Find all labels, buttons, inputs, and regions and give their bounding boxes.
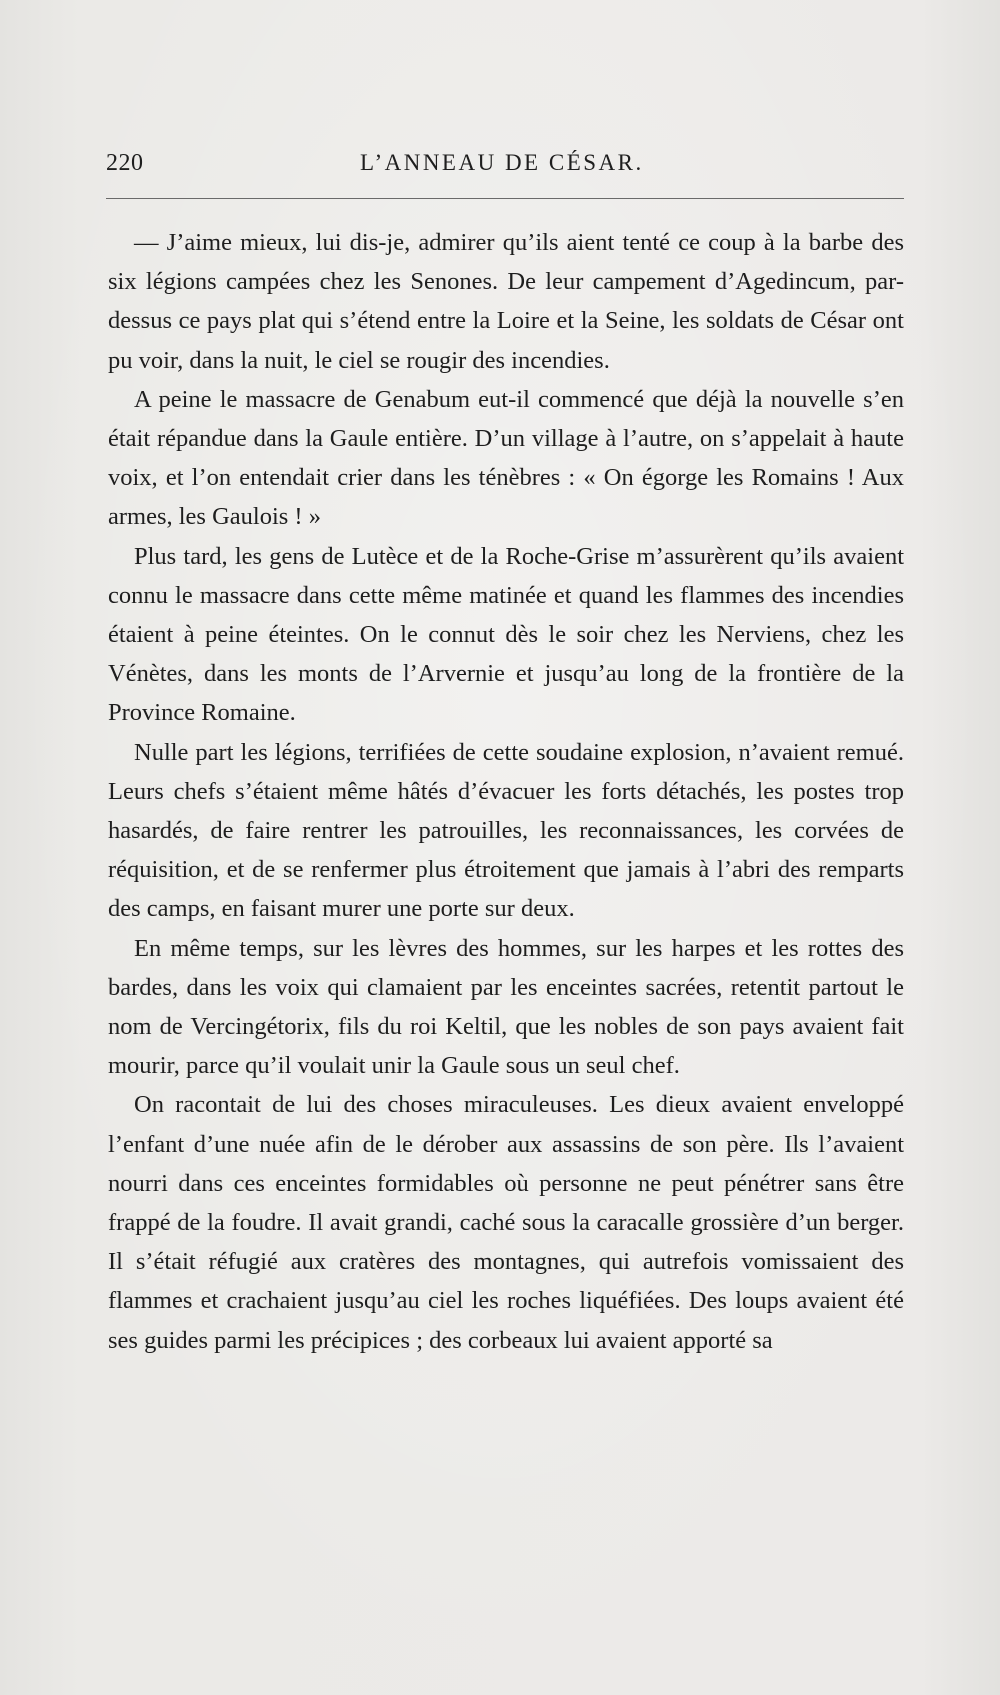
paragraph: Plus tard, les gens de Lutèce et de la Roche-Grise m’assurèrent qu’ils avaient connu le massacre dans cette même matinée et quand les flammes des incendies étaient à peine éteintes. On le connut dès le soir chez les Nerviens, chez les Vénètes, dans les monts de l’Arvernie et jusqu’au long de la frontière de la Province Romaine. bbox=[108, 542, 904, 727]
paragraph: A peine le massacre de Genabum eut-il commencé que déjà la nouvelle s’en était répandue dans la Gaule entière. D’un village à l’autre, on s’appelait à haute voix, et l’on entendait crier dans les ténèbres : « On égorge les Romains ! Aux armes, les Gaulois ! » bbox=[108, 385, 904, 531]
header-rule bbox=[106, 198, 904, 199]
paragraph: En même temps, sur les lèvres des hommes, sur les harpes et les rottes des bardes, dans les voix qui clamaient par les enceintes sacrées, retentit partout le nom de Vercingétorix, fils du roi Keltil, que les nobles de son pays avaient fait mourir, parce qu’il voulait unir la Gaule sous un seul chef. bbox=[108, 934, 904, 1080]
paragraph: On racontait de lui des choses miraculeuses. Les dieux avaient enveloppé l’enfant d’une nuée afin de le dérober aux assassins de son père. Ils l’avaient nourri dans ces enceintes formidables où personne ne peut pénétrer sans être frappé de la foudre. Il avait grandi, caché sous la caracalle grossière d’un berger. Il s’était réfugié aux cratères des montagnes, qui autrefois vomissaient des flammes et crachaient jusqu’au ciel les roches liquéfiées. Des loups avaient été ses guides parmi les précipices ; des corbeaux lui avaient apporté sa bbox=[108, 1091, 904, 1354]
page-number: 220 bbox=[106, 150, 144, 176]
paragraph: Nulle part les légions, terrifiées de cette soudaine explosion, n’avaient remué. Leurs chefs s’étaient même hâtés d’évacuer les forts détachés, les postes trop hasardés, de faire rentrer les patrouilles, les reconnaissances, les corvées de réquisition, et de se renfermer plus étroitement que jamais à l’abri des remparts des camps, en faisant murer une porte sur deux. bbox=[108, 738, 904, 923]
paragraph: — J’aime mieux, lui dis-je, admirer qu’ils aient tenté ce coup à la barbe des six légions campées chez les Senones. De leur campement d’Agedincum, par-dessus ce pays plat qui s’étend entre la Loire et la Seine, les soldats de César ont pu voir, dans la nuit, le ciel se rougir des incendies. bbox=[108, 229, 904, 374]
running-head bbox=[106, 150, 906, 186]
body-text bbox=[108, 223, 904, 1360]
running-title: L’ANNEAU DE CÉSAR. bbox=[360, 150, 644, 175]
